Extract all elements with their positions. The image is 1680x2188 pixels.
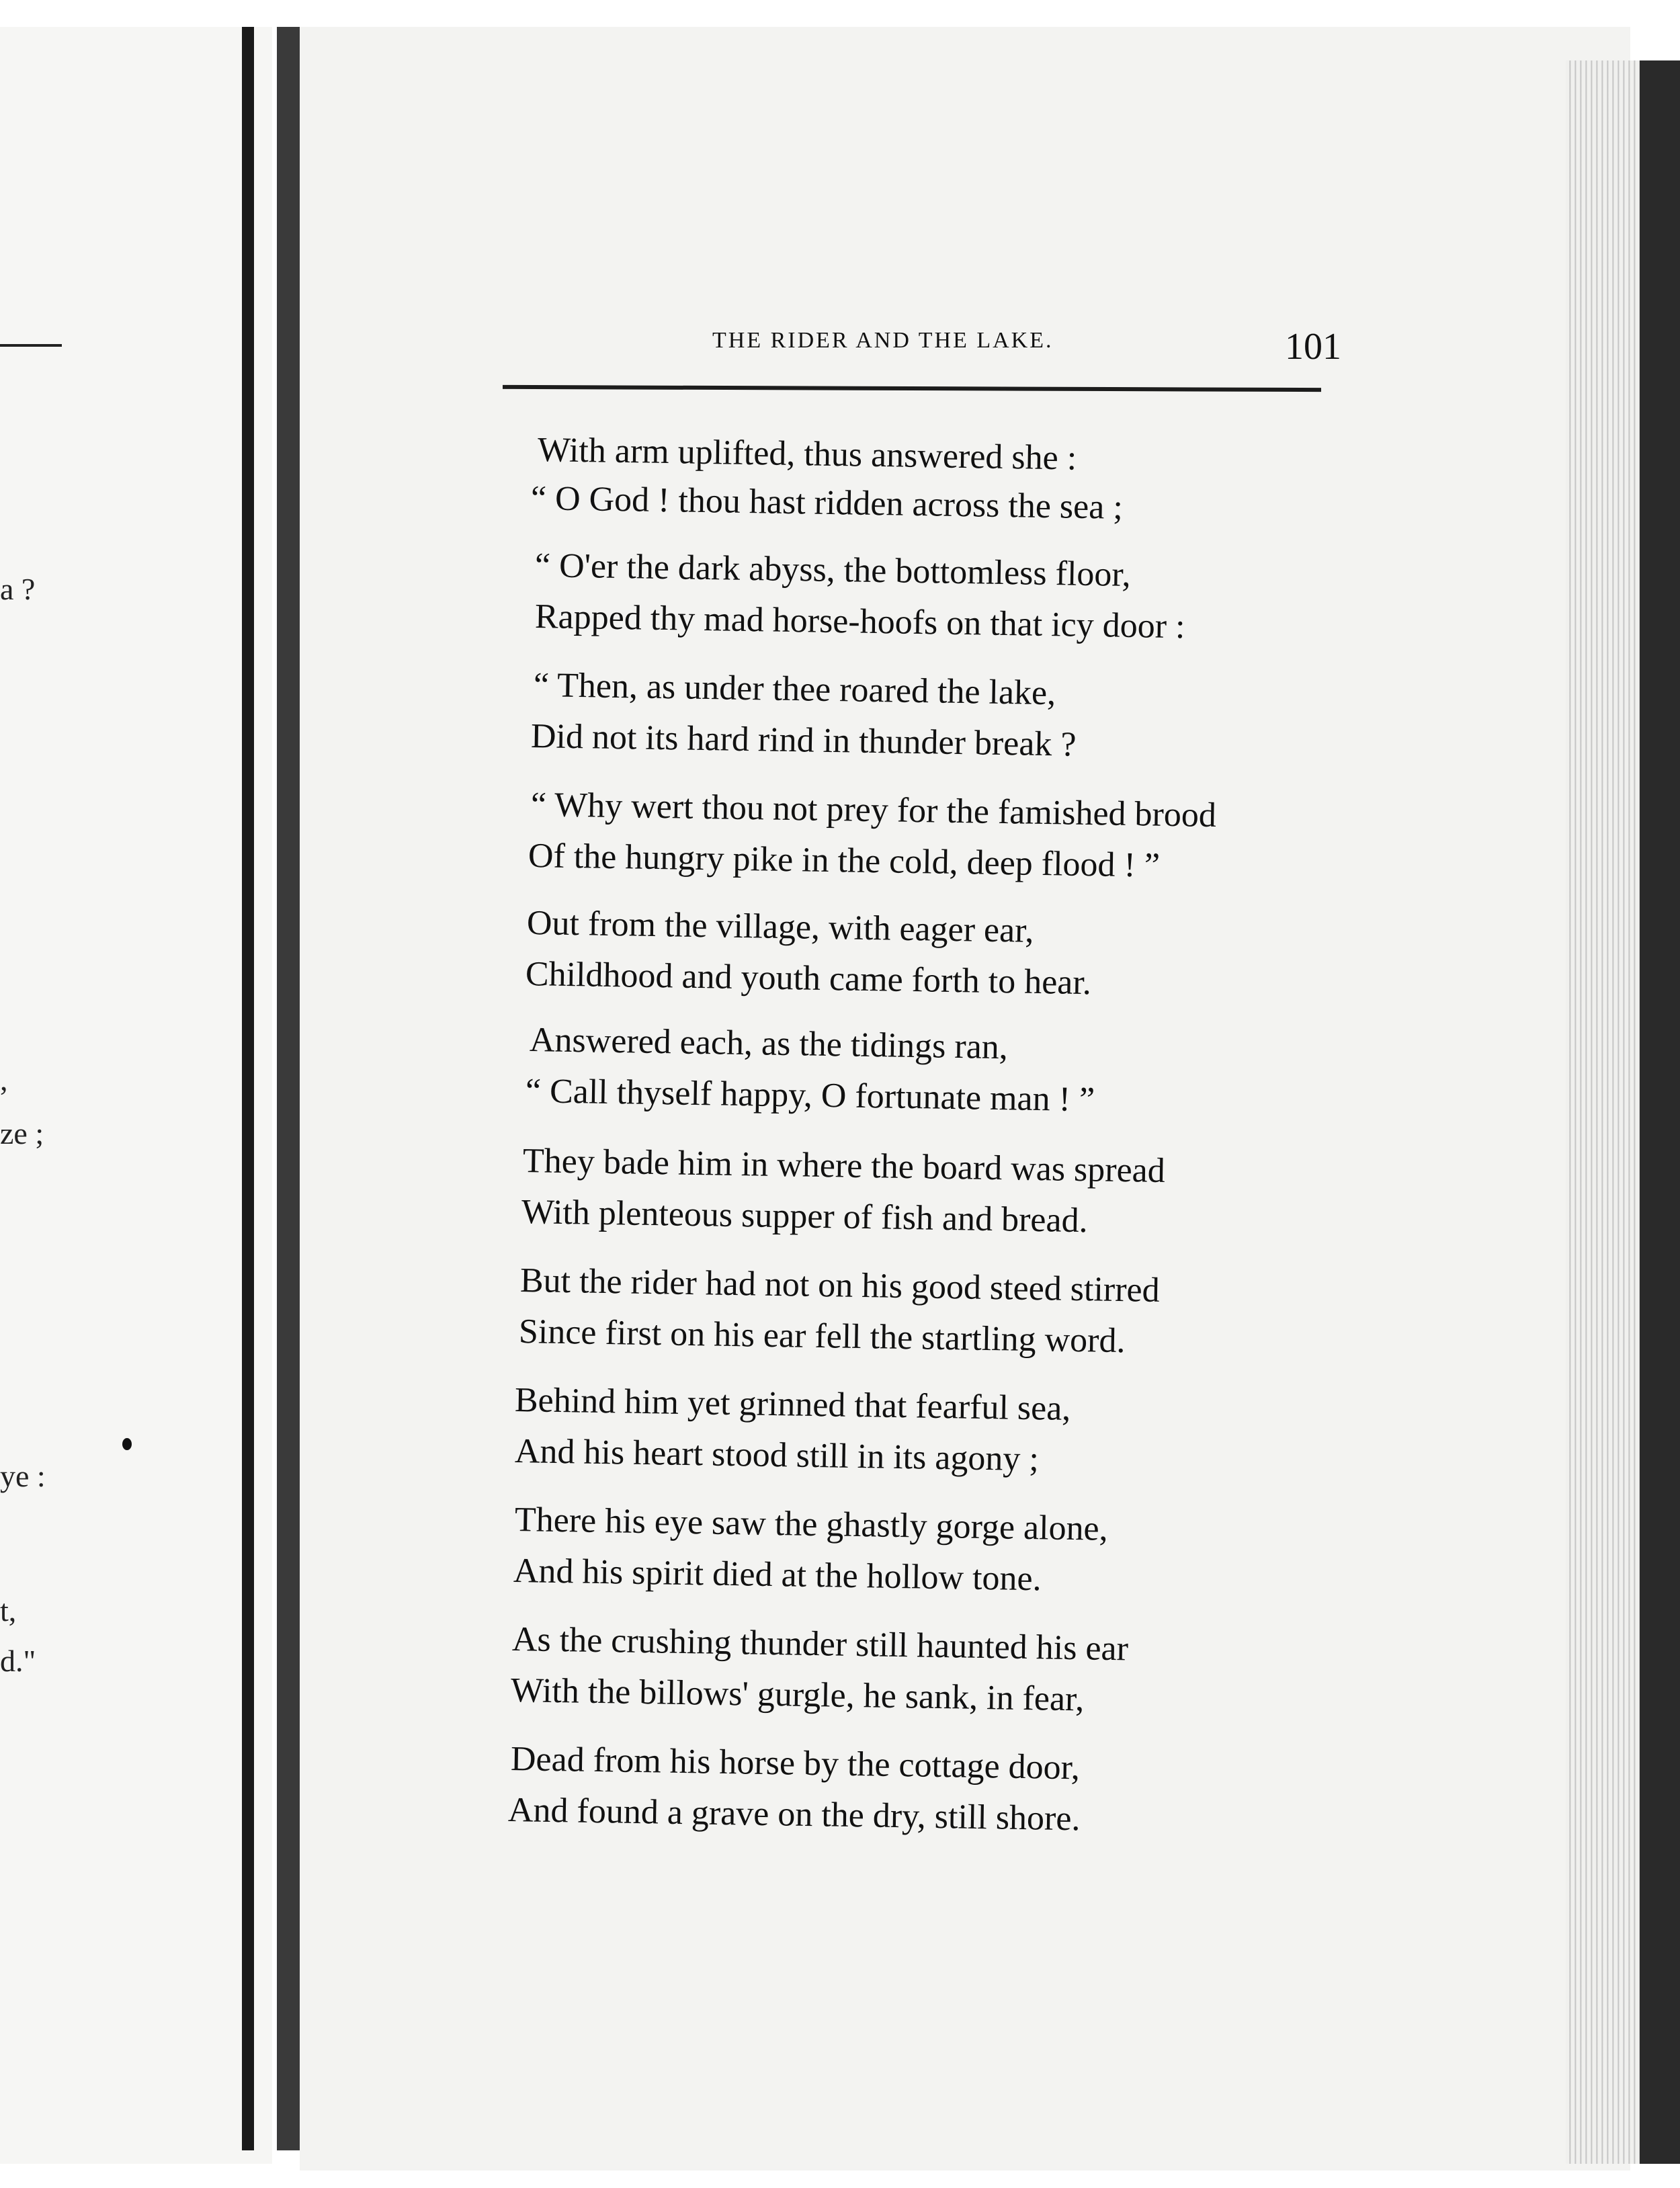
- poem-line: There his eye saw the ghastly gorge alone,: [514, 1501, 1109, 1548]
- book-gutter: [242, 27, 254, 2150]
- poem-line: With arm uplifted, thus answered she :: [537, 431, 1077, 478]
- previous-page-fragment: ye :: [0, 1459, 46, 1493]
- poem-line: As the crushing thunder still haunted his ear: [511, 1620, 1129, 1669]
- poem-line: With the billows' gurgle, he sank, in fear,: [510, 1671, 1085, 1719]
- poem-line: With plenteous supper of fish and bread.: [521, 1193, 1089, 1240]
- poem-line: “ O'er the dark abyss, the bottomless floor,: [534, 546, 1132, 594]
- previous-page: [0, 27, 272, 2164]
- poem-line: And his spirit died at the hollow tone.: [513, 1552, 1042, 1599]
- previous-page-rule: [0, 344, 62, 347]
- poem-line: Out from the village, with eager ear,: [526, 904, 1034, 950]
- poem-line: “ O God ! thou hast ridden across the sea ;: [530, 479, 1124, 527]
- poem-line: Answered each, as the tidings ran,: [529, 1021, 1009, 1067]
- poem-line: Since first on his ear fell the startling word.: [518, 1312, 1126, 1361]
- running-head: THE RIDER AND THE LAKE.: [712, 328, 1054, 353]
- previous-page-fragment: t,: [0, 1593, 17, 1628]
- previous-page-fragment: ,: [0, 1062, 8, 1097]
- previous-page-fragment: d.": [0, 1644, 36, 1678]
- poem-line: “ Call thyself happy, O fortunate man ! ”: [525, 1072, 1095, 1120]
- poem-line: “ Why wert thou not prey for the famished brood: [530, 786, 1217, 835]
- poem-line: But the rider had not on his good steed stirred: [519, 1261, 1161, 1310]
- page-number: 101: [1285, 326, 1341, 368]
- previous-page-fragment: a ?: [0, 572, 36, 606]
- page-edges-shadow: [1640, 60, 1680, 2164]
- poem-line: Dead from his horse by the cottage door,: [510, 1740, 1081, 1787]
- poem-line: Of the hungry pike in the cold, deep flood ! ”: [528, 837, 1161, 885]
- poem-line: Did not its hard rind in thunder break ?: [530, 717, 1077, 764]
- poem-line: They bade him in where the board was spread: [522, 1142, 1166, 1191]
- ink-blot: [122, 1438, 132, 1450]
- previous-page-fragment: ze ;: [0, 1116, 44, 1150]
- poem-line: Rapped thy mad horse-hoofs on that icy door :: [534, 597, 1185, 646]
- poem-line: “ Then, as under thee roared the lake,: [533, 666, 1056, 713]
- book-gutter-shadow: [277, 27, 300, 2150]
- poem-line: Childhood and youth came forth to hear.: [525, 955, 1092, 1003]
- poem-line: Behind him yet grinned that fearful sea,: [514, 1381, 1071, 1428]
- poem-line: And his heart stood still in its agony ;: [514, 1432, 1040, 1479]
- poem-line: And found a grave on the dry, still shore.: [507, 1791, 1081, 1839]
